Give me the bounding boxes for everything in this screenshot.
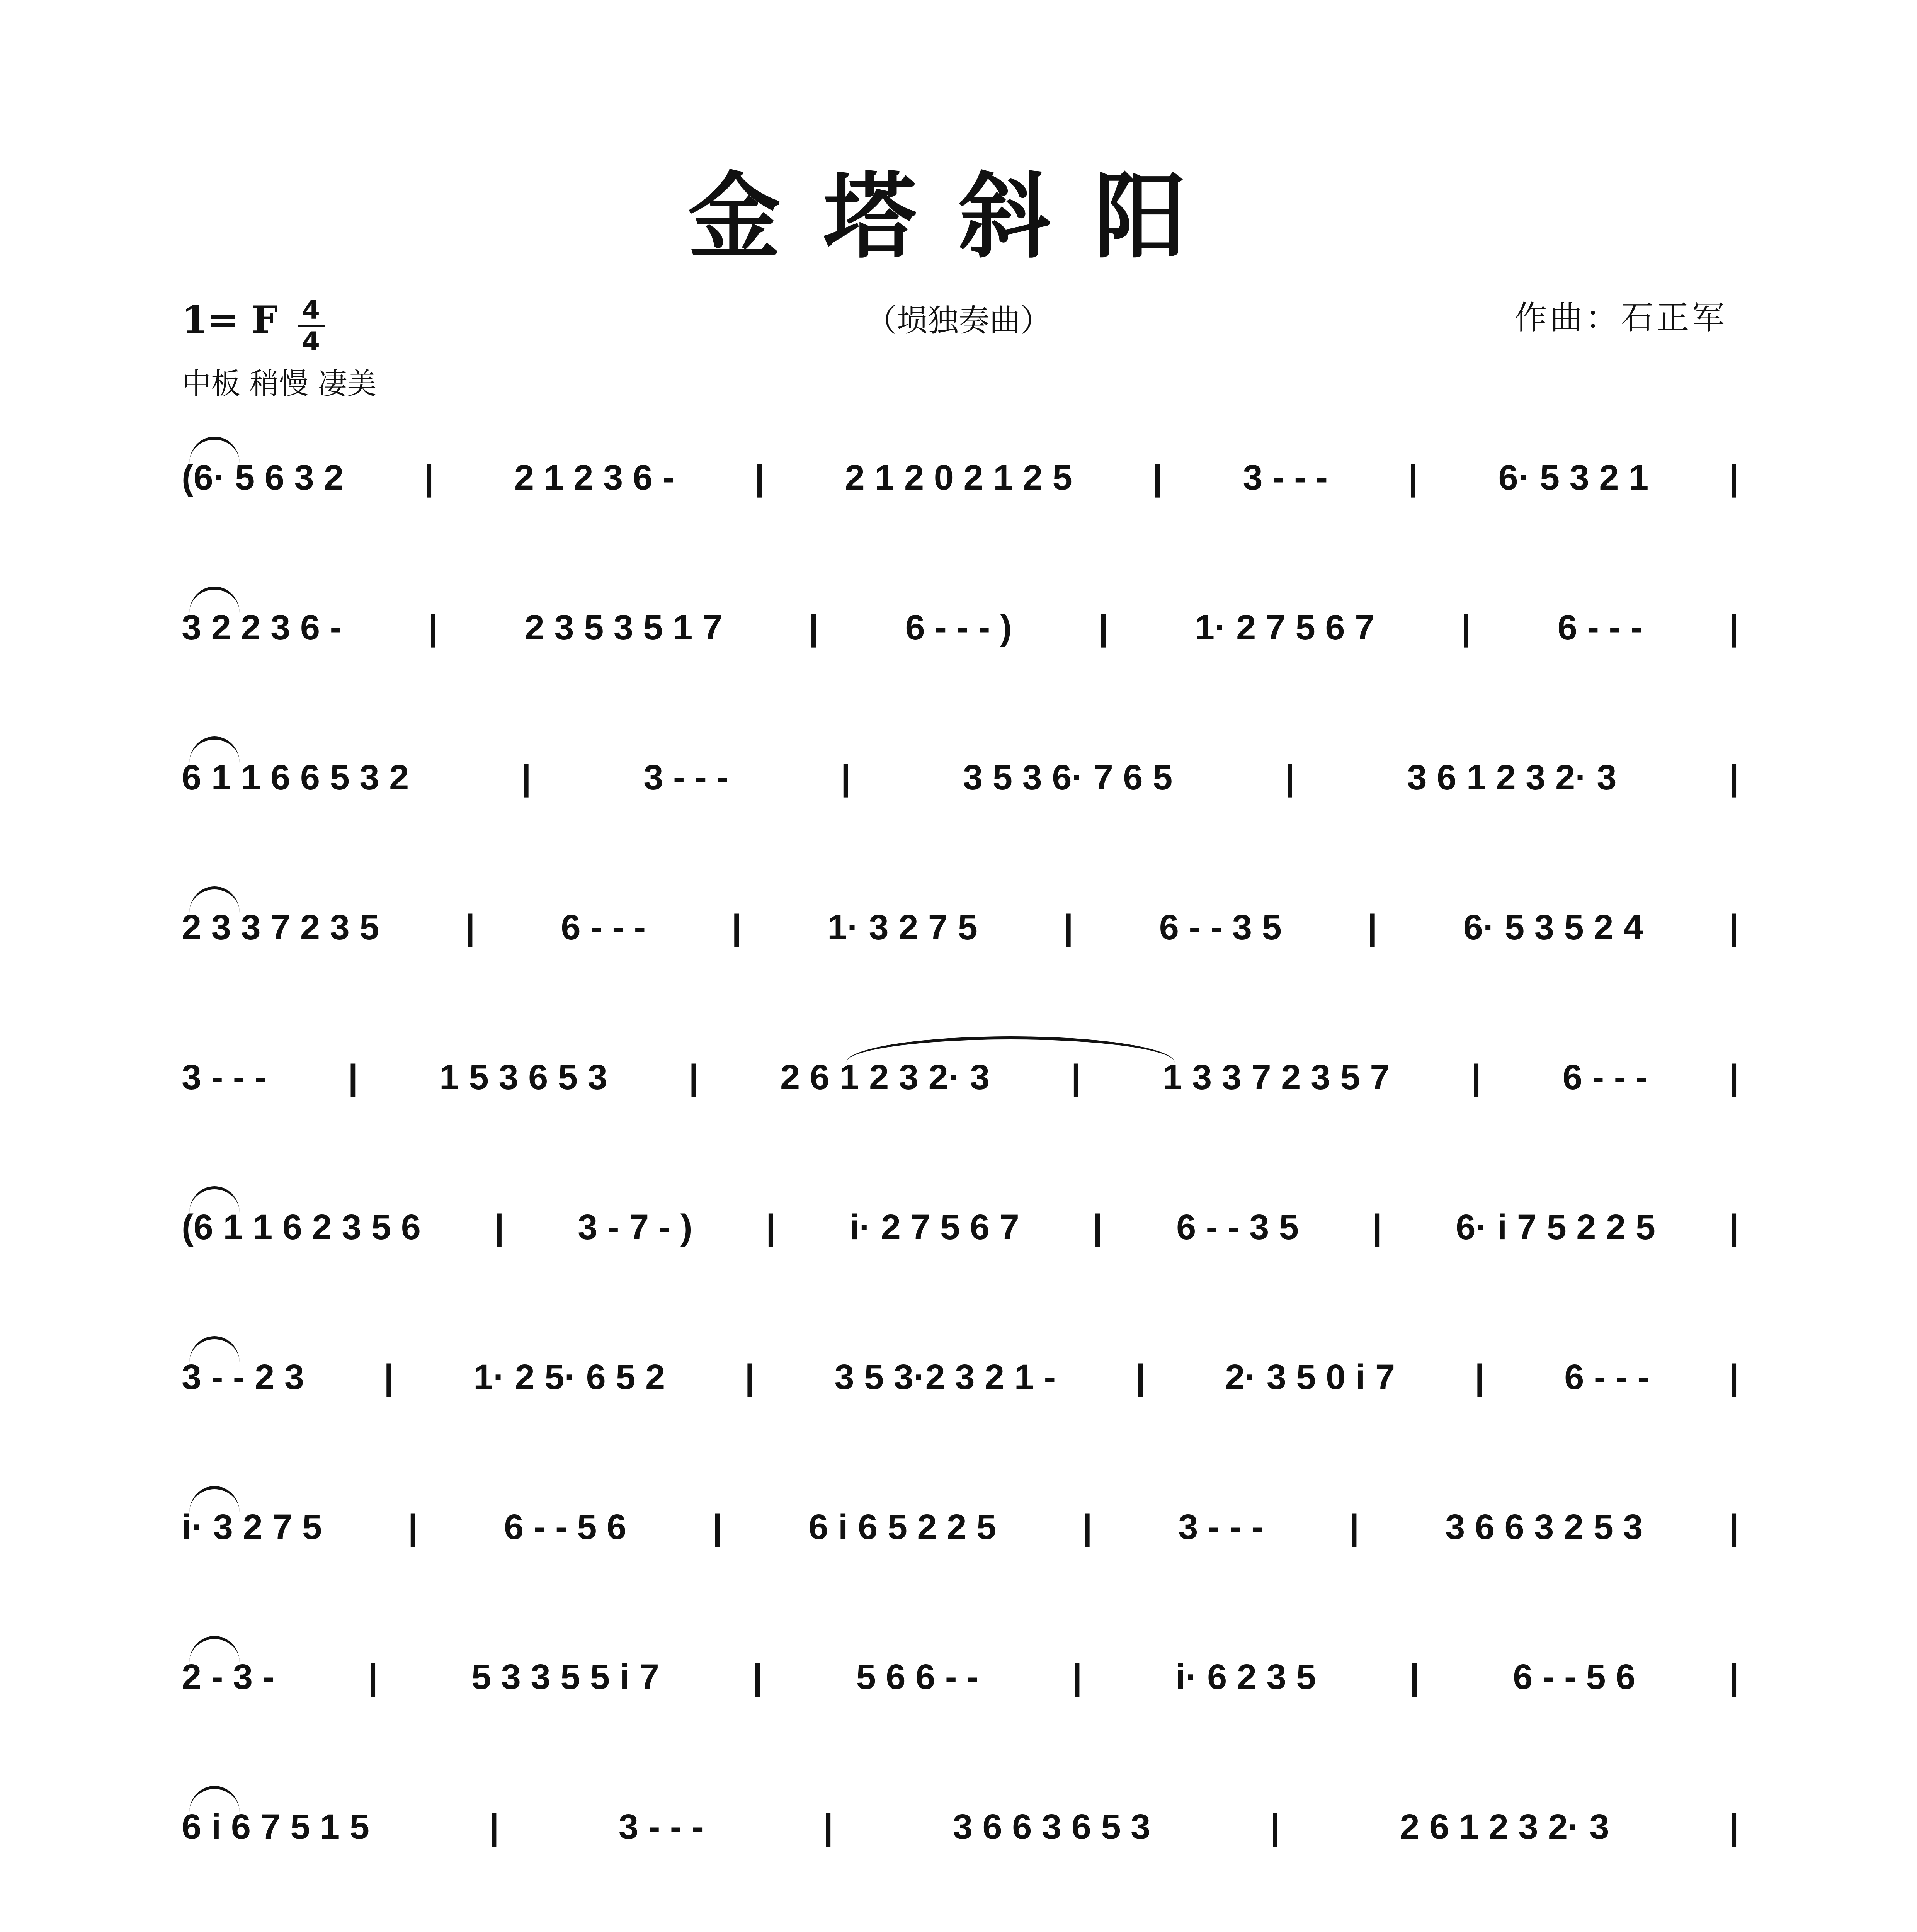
barline: | [731, 908, 742, 947]
measure: (6· 5 6 3 2 [182, 458, 344, 497]
measure: 3 5 3 6· 7 6 5 [963, 758, 1173, 797]
barline: | [1729, 1657, 1739, 1697]
measure: 3 - - - [1243, 458, 1328, 497]
score-line [182, 437, 1739, 587]
measure: 6 i 6 7 5 1 5 [182, 1807, 369, 1847]
barline: | [368, 1657, 378, 1697]
measure: 3 2 2 3 6 - [182, 608, 342, 647]
score-line [182, 1486, 1739, 1636]
key-signature: 1= F [182, 298, 278, 342]
barline: | [752, 1657, 763, 1697]
barline: | [1152, 458, 1163, 497]
measure: 1 3 3 7 2 3 5 7 [1162, 1058, 1390, 1097]
score-line-notes [182, 886, 1739, 945]
barline: | [1729, 458, 1739, 497]
measure: 1 5 3 6 5 3 [439, 1058, 607, 1097]
score-line [182, 1636, 1739, 1786]
measure: 2 3 5 3 5 1 7 [524, 608, 723, 647]
barline: | [424, 458, 434, 497]
barline: | [840, 758, 851, 797]
barline: | [1729, 908, 1739, 947]
barline: | [384, 1357, 394, 1397]
page-title: 金塔斜阳 [688, 162, 1229, 271]
score-line-notes [182, 1186, 1739, 1245]
score-line-notes [182, 1636, 1739, 1695]
barline: | [1471, 1058, 1482, 1097]
score-line-notes [182, 736, 1739, 795]
measure: 1· 3 2 7 5 [827, 908, 978, 947]
barline: | [712, 1507, 723, 1547]
measure: (6 1 1 6 2 3 5 6 [182, 1208, 421, 1247]
barline: | [1071, 1058, 1081, 1097]
measure: 6 - - - [1564, 1357, 1650, 1397]
barline: | [1461, 608, 1471, 647]
measure: 2· 3 5 0 i 7 [1225, 1357, 1395, 1397]
time-signature-numerator: 4 [298, 298, 325, 327]
barline: | [808, 608, 819, 647]
score-line-notes [182, 437, 1739, 495]
score-line-notes [182, 1786, 1739, 1845]
score-line [182, 1336, 1739, 1486]
barline: | [1408, 458, 1418, 497]
measure: 3 6 1 2 3 2· 3 [1407, 758, 1617, 797]
barline: | [348, 1058, 358, 1097]
measure: 6 - - - [561, 908, 646, 947]
measure: 1· 2 7 5 6 7 [1194, 608, 1375, 647]
score-body [182, 437, 1739, 1932]
barline: | [1349, 1507, 1359, 1547]
measure: 3 - - - [182, 1058, 267, 1097]
composer-credit: 作曲：石正军 [1514, 299, 1728, 337]
measure: 6 - - - [1562, 1058, 1648, 1097]
measure: 6 - - - [1557, 608, 1643, 647]
measure: 6 - - 3 5 [1159, 908, 1282, 947]
barline: | [1098, 608, 1109, 647]
measure: 3 - - - [1178, 1507, 1263, 1547]
barline: | [1729, 1357, 1739, 1397]
barline: | [823, 1807, 833, 1847]
measure: i· 6 2 3 5 [1175, 1657, 1316, 1697]
measure: 1· 2 5· 6 5 2 [473, 1357, 665, 1397]
measure: 6 - - 5 6 [504, 1507, 627, 1547]
measure: 6 - - - ) [905, 608, 1012, 647]
measure: i· 3 2 7 5 [182, 1507, 322, 1547]
barline: | [1409, 1657, 1420, 1697]
barline: | [1135, 1357, 1146, 1397]
measure: 2 3 3 7 2 3 5 [182, 908, 379, 947]
barline: | [765, 1208, 776, 1247]
barline: | [1270, 1807, 1280, 1847]
barline: | [1729, 1807, 1739, 1847]
barline: | [489, 1807, 499, 1847]
measure: 3 - 7 - ) [578, 1208, 692, 1247]
barline: | [1063, 908, 1073, 947]
measure: 2 - 3 - [182, 1657, 275, 1697]
barline: | [1475, 1357, 1485, 1397]
barline: | [1729, 758, 1739, 797]
measure: 3 6 6 3 6 5 3 [953, 1807, 1151, 1847]
tempo-marking: 中板 稍慢 凄美 [182, 366, 377, 401]
barline: | [428, 608, 438, 647]
score-line-notes [182, 1336, 1739, 1395]
barline: | [465, 908, 475, 947]
barline: | [1082, 1507, 1092, 1547]
score-line [182, 1786, 1739, 1932]
measure: 6· 5 3 5 2 4 [1463, 908, 1643, 947]
measure: 6· 5 3 2 1 [1498, 458, 1649, 497]
measure: 6 - - 5 6 [1513, 1657, 1636, 1697]
barline: | [521, 758, 531, 797]
barline: | [1367, 908, 1378, 947]
barline: | [408, 1507, 418, 1547]
measure: 6 - - 3 5 [1176, 1208, 1299, 1247]
score-line [182, 736, 1739, 886]
score-line [182, 1036, 1739, 1186]
time-signature-denominator: 4 [302, 327, 320, 356]
score-line-notes [182, 587, 1739, 645]
barline: | [1093, 1208, 1103, 1247]
barline: | [1284, 758, 1295, 797]
measure: 3 6 6 3 2 5 3 [1445, 1507, 1643, 1547]
measure: 6· i 7 5 2 2 5 [1456, 1208, 1655, 1247]
barline: | [1729, 608, 1739, 647]
score-line [182, 1186, 1739, 1336]
barline: | [689, 1058, 699, 1097]
barline: | [754, 458, 765, 497]
measure: 2 1 2 0 2 1 2 5 [845, 458, 1072, 497]
measure: 6 i 6 5 2 2 5 [808, 1507, 997, 1547]
measure: 2 1 2 3 6 - [514, 458, 675, 497]
measure: 3 - - - [643, 758, 729, 797]
measure: 3 - - 2 3 [182, 1357, 304, 1397]
barline: | [1729, 1208, 1739, 1247]
measure: 2 6 1 2 3 2· 3 [780, 1058, 990, 1097]
measure: 6 1 1 6 6 5 3 2 [182, 758, 409, 797]
barline: | [1729, 1507, 1739, 1547]
score-line-notes [182, 1486, 1739, 1545]
measure: i· 2 7 5 6 7 [849, 1208, 1019, 1247]
score-line [182, 587, 1739, 736]
measure: 2 6 1 2 3 2· 3 [1400, 1807, 1609, 1847]
barline: | [745, 1357, 755, 1397]
measure: 3 - - - [618, 1807, 704, 1847]
measure: 5 3 3 5 5 i 7 [471, 1657, 659, 1697]
measure: 5 6 6 - - [856, 1657, 979, 1697]
barline: | [1372, 1208, 1383, 1247]
score-line [182, 886, 1739, 1036]
measure: 3 5 3·2 3 2 1 - [834, 1357, 1056, 1397]
barline: | [1072, 1657, 1082, 1697]
subtitle: （埙独奏曲） [866, 303, 1051, 338]
barline: | [494, 1208, 504, 1247]
barline: | [1729, 1058, 1739, 1097]
